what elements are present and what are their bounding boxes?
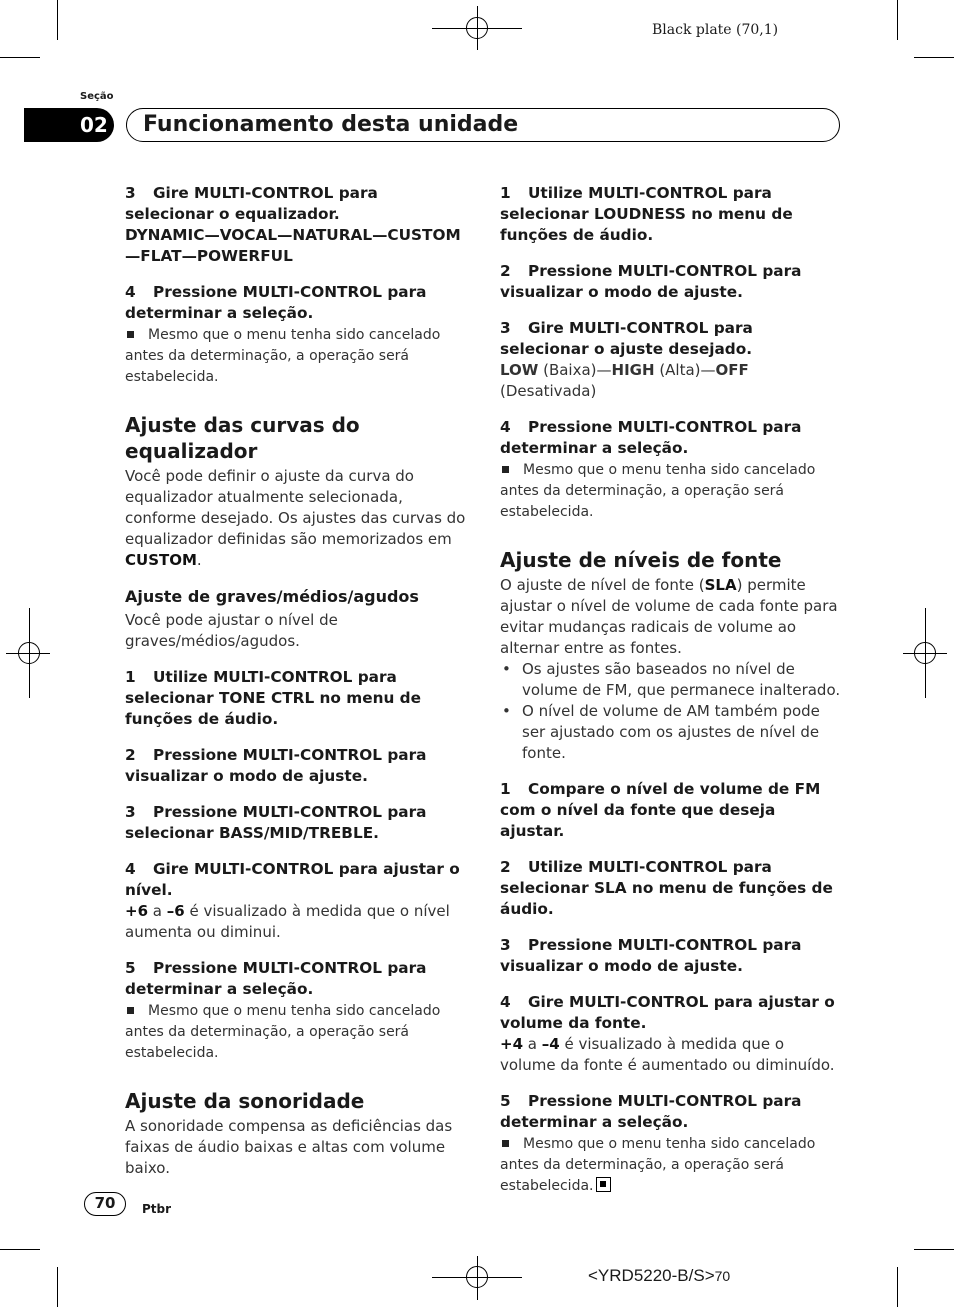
loudness-options: LOW (Baixa)—HIGH (Alta)—OFF (Desativada) [500, 361, 749, 400]
note-square-icon [127, 331, 134, 338]
end-of-section-icon [596, 1177, 611, 1192]
source-step-1: 1 Compare o nível de volume de FM com o nível da fonte que deseja ajustar. [500, 780, 821, 840]
source-step-5: 5 Pressione MULTI-CONTROL para determinar a seleção. Mesmo que o menu tenha sido cancelado antes da determinação, a operação será estabelecida. [500, 1091, 844, 1197]
crop-mark [0, 57, 40, 58]
plate-label: Black plate (70,1) [652, 22, 779, 38]
section-title: Funcionamento desta unidade [126, 108, 840, 142]
registration-mark-line [477, 6, 478, 50]
step-4-confirm: 4 Pressione MULTI-CONTROL para determinar a seleção. Mesmo que o menu tenha sido cancelado antes da determinação, a operação será estabelecida. [125, 282, 469, 388]
registration-mark-line [925, 608, 926, 698]
right-column [500, 183, 844, 1212]
heading-loudness: Ajuste da sonoridade [125, 1089, 365, 1113]
crop-mark [57, 0, 58, 40]
source-step-4: 4 Gire MULTI-CONTROL para ajustar o volume da fonte. +4 a –4 é visualizado à medida que o volume da fonte é aumentado ou diminuído. [500, 992, 844, 1076]
note-square-icon [127, 1007, 134, 1014]
language-code: Ptbr [142, 1202, 172, 1216]
note-square-icon [502, 466, 509, 473]
tone-step-1: 1 Utilize MULTI-CONTROL para selecionar TONE CTRL no menu de funções de áudio. [125, 668, 421, 728]
heading-tone: Ajuste de graves/médios/agudos [125, 587, 419, 606]
crop-mark [57, 1267, 58, 1307]
paragraph-source-levels: O ajuste de nível de fonte (SLA) permite ajustar o nível de volume de cada fonte para evitar mudanças radicais de volume ao alternar entre as fontes. [500, 576, 838, 657]
loudness-step-2: 2 Pressione MULTI-CONTROL para visualizar o modo de ajuste. [500, 262, 802, 301]
section-label: Seção [80, 91, 114, 102]
paragraph-loudness: A sonoridade compensa as deficiências das faixas de áudio baixas e altas com volume baixo. [125, 1117, 453, 1177]
note-square-icon [502, 1140, 509, 1147]
page-number: 70 [84, 1192, 126, 1216]
crop-mark [897, 1267, 898, 1307]
crop-mark [897, 0, 898, 40]
loudness-step-4: 4 Pressione MULTI-CONTROL para determinar a seleção. Mesmo que o menu tenha sido cancelado antes da determinação, a operação será estabelecida. [500, 417, 844, 523]
note: Mesmo que o menu tenha sido cancelado antes da determinação, a operação será estabelecida. [500, 1136, 816, 1194]
registration-mark-line [29, 608, 30, 698]
tone-step-4: 4 Gire MULTI-CONTROL para ajustar o nível. +6 a –6 é visualizado à medida que o nível aumenta ou diminui. [125, 859, 469, 943]
loudness-step-3: 3 Gire MULTI-CONTROL para selecionar o ajuste desejado. LOW (Baixa)—HIGH (Alta)—OFF (Desativada) [500, 318, 844, 402]
paragraph-tone: Você pode ajustar o nível de graves/médios/agudos. [125, 611, 338, 650]
crop-mark [914, 57, 954, 58]
heading-equalizer-curves: Ajuste das curvas do equalizador [125, 413, 360, 463]
tone-step-3: 3 Pressione MULTI-CONTROL para selecionar BASS/MID/TREBLE. [125, 803, 427, 842]
source-step-2: 2 Utilize MULTI-CONTROL para selecionar SLA no menu de funções de áudio. [500, 858, 833, 918]
equalizer-sequence: DYNAMIC—VOCAL—NATURAL—CUSTOM—FLAT—POWERFUL [125, 226, 461, 265]
step-3-equalizer: 3 Gire MULTI-CONTROL para selecionar o equalizador. DYNAMIC—VOCAL—NATURAL—CUSTOM—FLAT—POWERFUL [125, 183, 469, 267]
model-code: <YRD5220-B/S>70 [588, 1266, 731, 1285]
crop-mark [914, 1249, 954, 1250]
tone-range-text: +6 a –6 é visualizado à medida que o nível aumenta ou diminui. [125, 902, 450, 941]
loudness-step-1: 1 Utilize MULTI-CONTROL para selecionar LOUDNESS no menu de funções de áudio. [500, 184, 793, 244]
registration-mark-line [6, 653, 50, 654]
note: Mesmo que o menu tenha sido cancelado antes da determinação, a operação será estabelecida. [500, 462, 816, 520]
source-range-text: +4 a –4 é visualizado à medida que o volume da fonte é aumentado ou diminuído. [500, 1035, 835, 1074]
note: Mesmo que o menu tenha sido cancelado antes da determinação, a operação será estabelecida. [125, 327, 441, 385]
section-number: 02 [24, 108, 114, 142]
paragraph-equalizer-curves: Você pode definir o ajuste da curva do equalizador atualmente selecionada, conforme desejado. Os ajustes das curvas do equalizador definidas são memorizados em CUSTOM. [125, 467, 466, 569]
source-step-3: 3 Pressione MULTI-CONTROL para visualizar o modo de ajuste. [500, 936, 802, 975]
bullet-item: • Os ajustes são baseados no nível de volume de FM, que permanece inalterado. [500, 659, 844, 701]
bullet-item: • O nível de volume de AM também pode ser ajustado com os ajustes de nível de fonte. [500, 701, 844, 764]
tone-step-5: 5 Pressione MULTI-CONTROL para determinar a seleção. Mesmo que o menu tenha sido cancelado antes da determinação, a operação será estabelecida. [125, 958, 469, 1064]
left-column [125, 183, 469, 1194]
crop-mark [0, 1249, 40, 1250]
note: Mesmo que o menu tenha sido cancelado antes da determinação, a operação será estabelecida. [125, 1003, 441, 1061]
tone-step-2: 2 Pressione MULTI-CONTROL para visualizar o modo de ajuste. [125, 746, 427, 785]
heading-source-levels: Ajuste de níveis de fonte [500, 548, 782, 572]
registration-mark-line [477, 1256, 478, 1300]
